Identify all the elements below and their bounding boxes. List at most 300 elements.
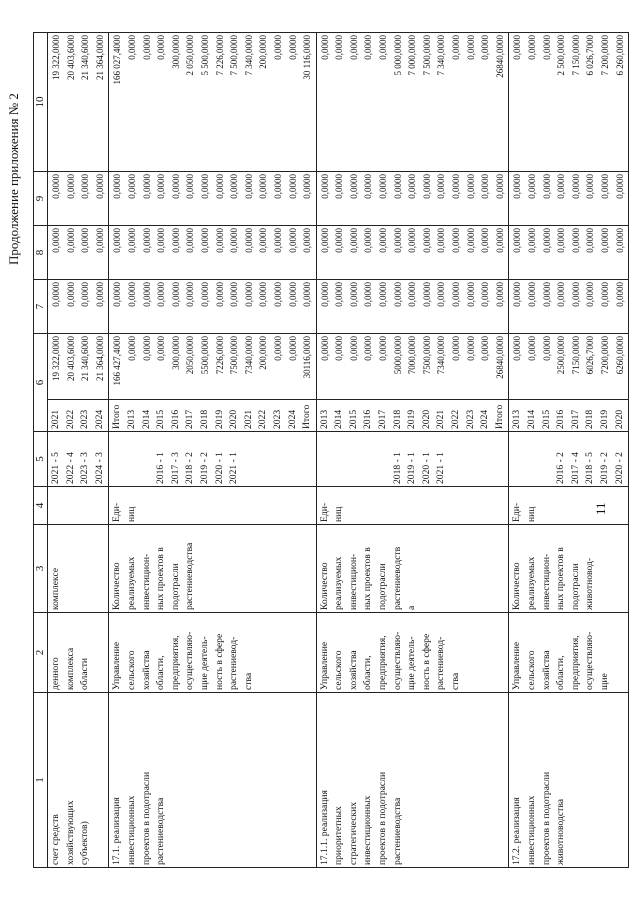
cell-line: инвестицион- [140,553,152,610]
cell-line: 2020 - 2 [613,452,625,484]
cell-line: 2018 [391,409,403,429]
cell-line [125,434,140,484]
cell-line [540,434,555,484]
cell-line: 0,0000 [287,336,298,361]
cell-line: 2016 - 2 [555,452,567,484]
cell-line: 0,0000 [170,228,181,253]
cell-line: 0,0000 [126,228,137,253]
cell-line: 20 403,6000 [65,336,76,381]
cell-line: 0,0000 [392,228,403,253]
cell-line: 0,0000 [214,282,225,307]
cell-line: 0,0000 [465,282,476,307]
table-row [509,33,629,868]
cell-line: 2014 [333,409,345,429]
cell-line: 0,0000 [556,228,567,253]
cell-line: 2020 [228,409,240,429]
table-cell-c1 [509,693,629,868]
cell-line: 166 427,4000 [112,336,123,386]
cell-line: проектов в подотрасли [540,771,552,865]
cell-line: ниц [526,506,537,522]
cell-line: растениевод- [228,636,240,690]
cell-line: 0,0000 [527,336,537,361]
cell-line: 0,0000 [94,282,105,307]
cell-line: ных проектов в [555,547,567,610]
cell-line: 0,0000 [51,282,61,307]
table-cell-c3 [109,525,316,613]
col-number: 8 [34,226,48,280]
cell-line: реализуемых [333,556,345,610]
table-cell-c4 [509,487,629,525]
cell-line: 0,0000 [302,228,313,253]
cell-line: 2023 [464,409,476,429]
cell-line: 0,0000 [421,174,432,199]
cell-line: 0,0000 [465,35,476,60]
cell-line: 6026,7000 [585,336,596,375]
cell-line: 0,0000 [141,282,152,307]
cell-line: 0,0000 [80,282,91,307]
cell-line: 7 500,0000 [229,35,240,76]
cell-line: ства [450,672,462,690]
cell-line: предприятия, [569,635,581,690]
cell-line: 2016 [362,409,374,429]
cell-line: 0,0000 [243,174,254,199]
cell-line: комплексе [50,567,61,610]
cell-line: 2013 [125,409,137,429]
cell-line: 2019 [598,409,610,429]
cell-line: 0,0000 [214,228,225,253]
cell-line: инвестицион- [540,553,552,610]
table-cell-c9 [48,172,109,226]
cell-line: сельского [526,650,537,690]
cell-line: 0,0000 [319,35,330,60]
cell-line: 0,0000 [156,35,167,60]
cell-line: 300,0000 [170,35,181,69]
cell-line: 0,0000 [51,228,61,253]
data-table [33,32,629,868]
cell-line: 0,0000 [334,282,345,307]
cell-line: 7 340,0000 [436,35,447,76]
cell-line: 2021 [50,409,61,429]
cell-line: 0,0000 [112,228,123,253]
cell-line: 2021 - 5 [50,452,61,484]
cell-line: 0,0000 [585,282,596,307]
cell-line: 2019 [213,409,225,429]
cell-line: 0,0000 [258,228,269,253]
cell-line: 7150,0000 [570,336,581,375]
cell-line: предприятия, [377,635,389,690]
table-cell-c6b [48,334,109,400]
cell-line: 300,0000 [170,336,181,370]
table-cell-c2 [48,613,109,693]
cell-line: комплекса [64,647,76,690]
cell-line: 0,0000 [126,174,137,199]
cell-line: 0,0000 [348,35,359,60]
cell-line: 0,0000 [126,35,137,60]
table-cell-c10 [316,33,509,172]
cell-line: 2018 - 2 [184,452,196,484]
cell-line: 0,0000 [319,228,330,253]
col-number: 1 [34,693,48,868]
table-cell-c5 [509,432,629,487]
col-number: 2 [34,613,48,693]
cell-line: 2024 - 3 [93,452,105,484]
cell-line: 0,0000 [199,174,210,199]
cell-line: 7 200,0000 [599,35,610,76]
cell-line: 0,0000 [112,282,123,307]
table-cell-c6a [109,400,316,432]
cell-line: 21 340,6000 [80,35,91,80]
cell-line: 0,0000 [541,35,552,60]
cell-line: 0,0000 [614,228,625,253]
cell-line: 0,0000 [287,35,298,60]
cell-line: 0,0000 [614,282,625,307]
cell-line: 2017 [184,409,196,429]
cell-line: 0,0000 [363,228,374,253]
cell-line: 7000,0000 [407,336,418,375]
cell-line: 0,0000 [527,174,537,199]
cell-line: 0,0000 [156,282,167,307]
cell-line: 2016 [555,409,567,429]
cell-line: инвестиционных [526,795,537,865]
cell-line: 0,0000 [126,336,137,361]
cell-line: 0,0000 [156,174,167,199]
cell-line: 0,0000 [156,336,167,361]
cell-line: растениевод- [435,636,447,690]
cell-line: 0,0000 [541,228,552,253]
cell-line: 0,0000 [465,174,476,199]
cell-line: 0,0000 [348,282,359,307]
cell-line: 2500,0000 [556,336,567,375]
cell-line: 200,0000 [258,336,269,370]
cell-line: 0,0000 [451,174,462,199]
cell-line: 0,0000 [451,282,462,307]
cell-line: 2018 [584,409,596,429]
col-number: 4 [34,487,48,525]
cell-line: Управление [318,641,330,690]
cell-line: 5 500,0000 [199,35,210,76]
cell-line: Итого [301,404,313,429]
cell-line: 7340,0000 [436,336,447,375]
cell-line: 0,0000 [229,174,240,199]
col-number: 9 [34,172,48,226]
cell-line: 19 322,0000 [51,35,61,80]
cell-line: 0,0000 [258,174,269,199]
table-cell-c9 [109,172,316,226]
cell-line: субъектов) [79,821,91,865]
cell-line: Управление [111,641,123,690]
cell-line: ность в сфере [213,633,225,690]
cell-line: Еди- [511,502,523,522]
cell-line: растениеводства [155,797,167,865]
cell-line: ниц [125,506,137,522]
cell-line: 2021 [242,409,254,429]
cell-line: 0,0000 [214,174,225,199]
cell-line: 0,0000 [556,282,567,307]
cell-line: 2018 - 5 [584,452,596,484]
cell-line: 0,0000 [334,336,345,361]
cell-line: хозяйствующих [64,800,76,865]
cell-line: области, [362,655,374,690]
cell-line: 0,0000 [436,282,447,307]
cell-line: 0,0000 [378,336,389,361]
table-cell-c8 [509,226,629,280]
cell-line: 2019 - 1 [406,452,418,484]
cell-line: 0,0000 [541,174,552,199]
table-cell-c10 [48,33,109,172]
table-cell-c5 [109,432,316,487]
cell-line: 0,0000 [512,35,523,60]
cell-line: 0,0000 [302,174,313,199]
cell-line: 2050,0000 [185,336,196,375]
cell-line: 2019 [406,409,418,429]
cell-line: 0,0000 [170,282,181,307]
cell-line: 0,0000 [185,282,196,307]
cell-line: 0,0000 [494,174,505,199]
col-number: 5 [34,432,48,487]
cell-line: 0,0000 [363,35,374,60]
cell-line: 0,0000 [334,174,345,199]
cell-line: 0,0000 [451,35,462,60]
cell-line: 26840,0000 [494,35,505,78]
cell-line: 2017 [569,409,581,429]
table-cell-c2 [509,613,629,693]
cell-line: Еди- [111,502,123,522]
cell-line: 0,0000 [334,228,345,253]
cell-line: 0,0000 [480,282,491,307]
table-cell-c3 [509,525,629,613]
cell-line: 0,0000 [319,336,330,361]
cell-line [525,434,540,484]
cell-line: 166 027,4000 [112,35,123,85]
cell-line: 0,0000 [512,336,523,361]
column-numbers-row [34,33,48,868]
cell-line: 0,0000 [258,282,269,307]
cell-line: 0,0000 [421,228,432,253]
cell-line: 0,0000 [156,228,167,253]
cell-line: 21 340,6000 [80,336,91,381]
cell-line: 2019 - 2 [598,452,610,484]
cell-line: 0,0000 [614,174,625,199]
cell-line: 5500,0000 [199,336,210,375]
table-cell-c6a [48,400,109,432]
cell-line: 6260,0000 [614,336,625,375]
cell-line: 0,0000 [378,35,389,60]
cell-line: 0,0000 [141,174,152,199]
cell-line: 6 260,0000 [614,35,625,76]
cell-line: 30116,0000 [302,336,313,379]
col-number: 6 [34,334,48,432]
cell-line: 2022 [257,409,269,429]
cell-line: растениеводства [391,797,403,865]
cell-line: щие деятель- [198,636,210,690]
cell-line: 0,0000 [480,228,491,253]
cell-line: приоритетных [333,806,345,865]
table-cell-c4 [109,487,316,525]
cell-line: 0,0000 [94,174,105,199]
cell-line: хозяйства [347,650,359,690]
table-cell-c6b [316,334,509,400]
cell-line: 0,0000 [94,228,105,253]
cell-line: 2015 [155,409,167,429]
cell-line: 0,0000 [599,174,610,199]
cell-line: 0,0000 [407,174,418,199]
cell-line: 0,0000 [363,282,374,307]
cell-line: 2020 [613,409,625,429]
cell-line: 2023 [271,409,283,429]
cell-line: 0,0000 [392,174,403,199]
cell-line: сельского [125,650,137,690]
cell-line: 0,0000 [570,282,581,307]
cell-line: инвестиционных [125,795,137,865]
cell-line: 2021 - 1 [435,452,447,484]
table-cell-c7 [509,280,629,334]
cell-line: области [79,657,91,690]
cell-line: 0,0000 [170,174,181,199]
cell-line: реализуемых [526,556,537,610]
cell-line: области, [155,655,167,690]
cell-line: 26840,0000 [494,336,505,379]
cell-line: 2022 [64,409,76,429]
table-cell-c4 [316,487,509,525]
cell-line: 0,0000 [65,228,76,253]
cell-line: 7 000,0000 [407,35,418,76]
cell-line: 0,0000 [185,228,196,253]
table-cell-c2 [316,613,509,693]
cell-line: 0,0000 [465,336,476,361]
cell-line: реализуемых [125,556,137,610]
cell-line: 0,0000 [378,174,389,199]
cell-line: растениеводства [184,542,196,610]
cell-line [376,434,391,484]
cell-line: 0,0000 [512,282,523,307]
cell-line: 2024 [93,409,105,429]
cell-line: денного [50,657,61,690]
cell-line: 0,0000 [480,174,491,199]
cell-line: 0,0000 [80,228,91,253]
table-cell-c9 [316,172,509,226]
cell-line: инвестиционных [362,795,374,865]
cell-line: 2018 [198,409,210,429]
cell-line: 2017 - 4 [569,452,581,484]
cell-line: 2024 [479,409,491,429]
cell-line: 0,0000 [451,228,462,253]
table-cell-c9 [509,172,629,226]
cell-line: 2017 [377,409,389,429]
table-cell-c7 [48,280,109,334]
cell-line: 0,0000 [348,174,359,199]
cell-line: 0,0000 [527,282,537,307]
cell-line: хозяйства [140,650,152,690]
table-cell-c1 [109,693,316,868]
cell-line: 0,0000 [141,35,152,60]
cell-line: 21 364,0000 [94,35,105,80]
table-cell-c6a [509,400,629,432]
cell-line: осуществляю- [391,631,403,690]
table-cell-c5 [48,432,109,487]
cell-line: подотрасли [377,563,389,610]
cell-line: осуществляю- [184,631,196,690]
cell-line: 0,0000 [570,174,581,199]
col-number: 10 [34,33,48,172]
cell-line: 0,0000 [599,228,610,253]
table-cell-c6b [509,334,629,400]
cell-line: Управление [511,641,523,690]
cell-line: 0,0000 [585,174,596,199]
cell-line: 0,0000 [407,228,418,253]
cell-line: осуществляю- [584,631,596,690]
cell-line: 0,0000 [334,35,345,60]
cell-line: 0,0000 [363,174,374,199]
cell-line: 0,0000 [65,282,76,307]
cell-line: 0,0000 [527,35,537,60]
cell-line: 2018 - 1 [391,452,403,484]
cell-line: 2014 [526,409,537,429]
cell-line: 0,0000 [80,174,91,199]
cell-line: 2016 - 1 [155,452,167,484]
cell-line: 0,0000 [287,174,298,199]
cell-line: счет средств [50,814,61,865]
cell-line: 5000,0000 [392,336,403,375]
cell-line: а [406,605,418,610]
cell-line: 17.1. реализация [111,797,123,865]
cell-line: 0,0000 [287,228,298,253]
table-body [34,33,629,868]
cell-line: 0,0000 [243,282,254,307]
cell-line: животноводства [555,799,567,865]
table-cell-c3 [48,525,109,613]
table-cell-c8 [316,226,509,280]
cell-line: 2016 [169,409,181,429]
cell-line: 0,0000 [527,228,537,253]
cell-line: 0,0000 [480,35,491,60]
cell-line: 2023 - 3 [79,452,91,484]
cell-line: 0,0000 [512,174,523,199]
cell-line: 0,0000 [272,174,283,199]
cell-line: 20 403,6000 [65,35,76,80]
cell-line [510,434,525,484]
cell-line: 0,0000 [65,174,76,199]
cell-line: 7226,0000 [214,336,225,375]
cell-line: 30 116,0000 [302,35,313,80]
cell-line: Еди- [318,502,330,522]
cell-line: 2 050,0000 [185,35,196,76]
cell-line: 7500,0000 [421,336,432,375]
cell-line: проектов в подотрасли [140,771,152,865]
cell-line: 0,0000 [287,282,298,307]
cell-line: 2021 [435,409,447,429]
cell-line: 2019 - 2 [198,452,210,484]
appendix-caption: Продолжение приложения № 2 [6,93,21,265]
cell-line: 0,0000 [541,336,552,361]
page-number: 11 [593,502,608,515]
cell-line: 0,0000 [272,336,283,361]
cell-line: 0,0000 [599,282,610,307]
cell-line: 0,0000 [494,228,505,253]
cell-line: 2015 [540,409,552,429]
table-cell-c7 [109,280,316,334]
cell-line: стратегических [347,801,359,865]
cell-line: 0,0000 [378,282,389,307]
cell-line: 7 226,0000 [214,35,225,76]
cell-line: 21 364,0000 [94,336,105,381]
cell-line: 2017 - 3 [169,452,181,484]
cell-line: 5 000,0000 [392,35,403,76]
cell-line: 0,0000 [465,228,476,253]
cell-line: 7 500,0000 [421,35,432,76]
cell-line: 0,0000 [319,174,330,199]
cell-line: 2023 [79,409,91,429]
cell-line: 2020 [420,409,432,429]
